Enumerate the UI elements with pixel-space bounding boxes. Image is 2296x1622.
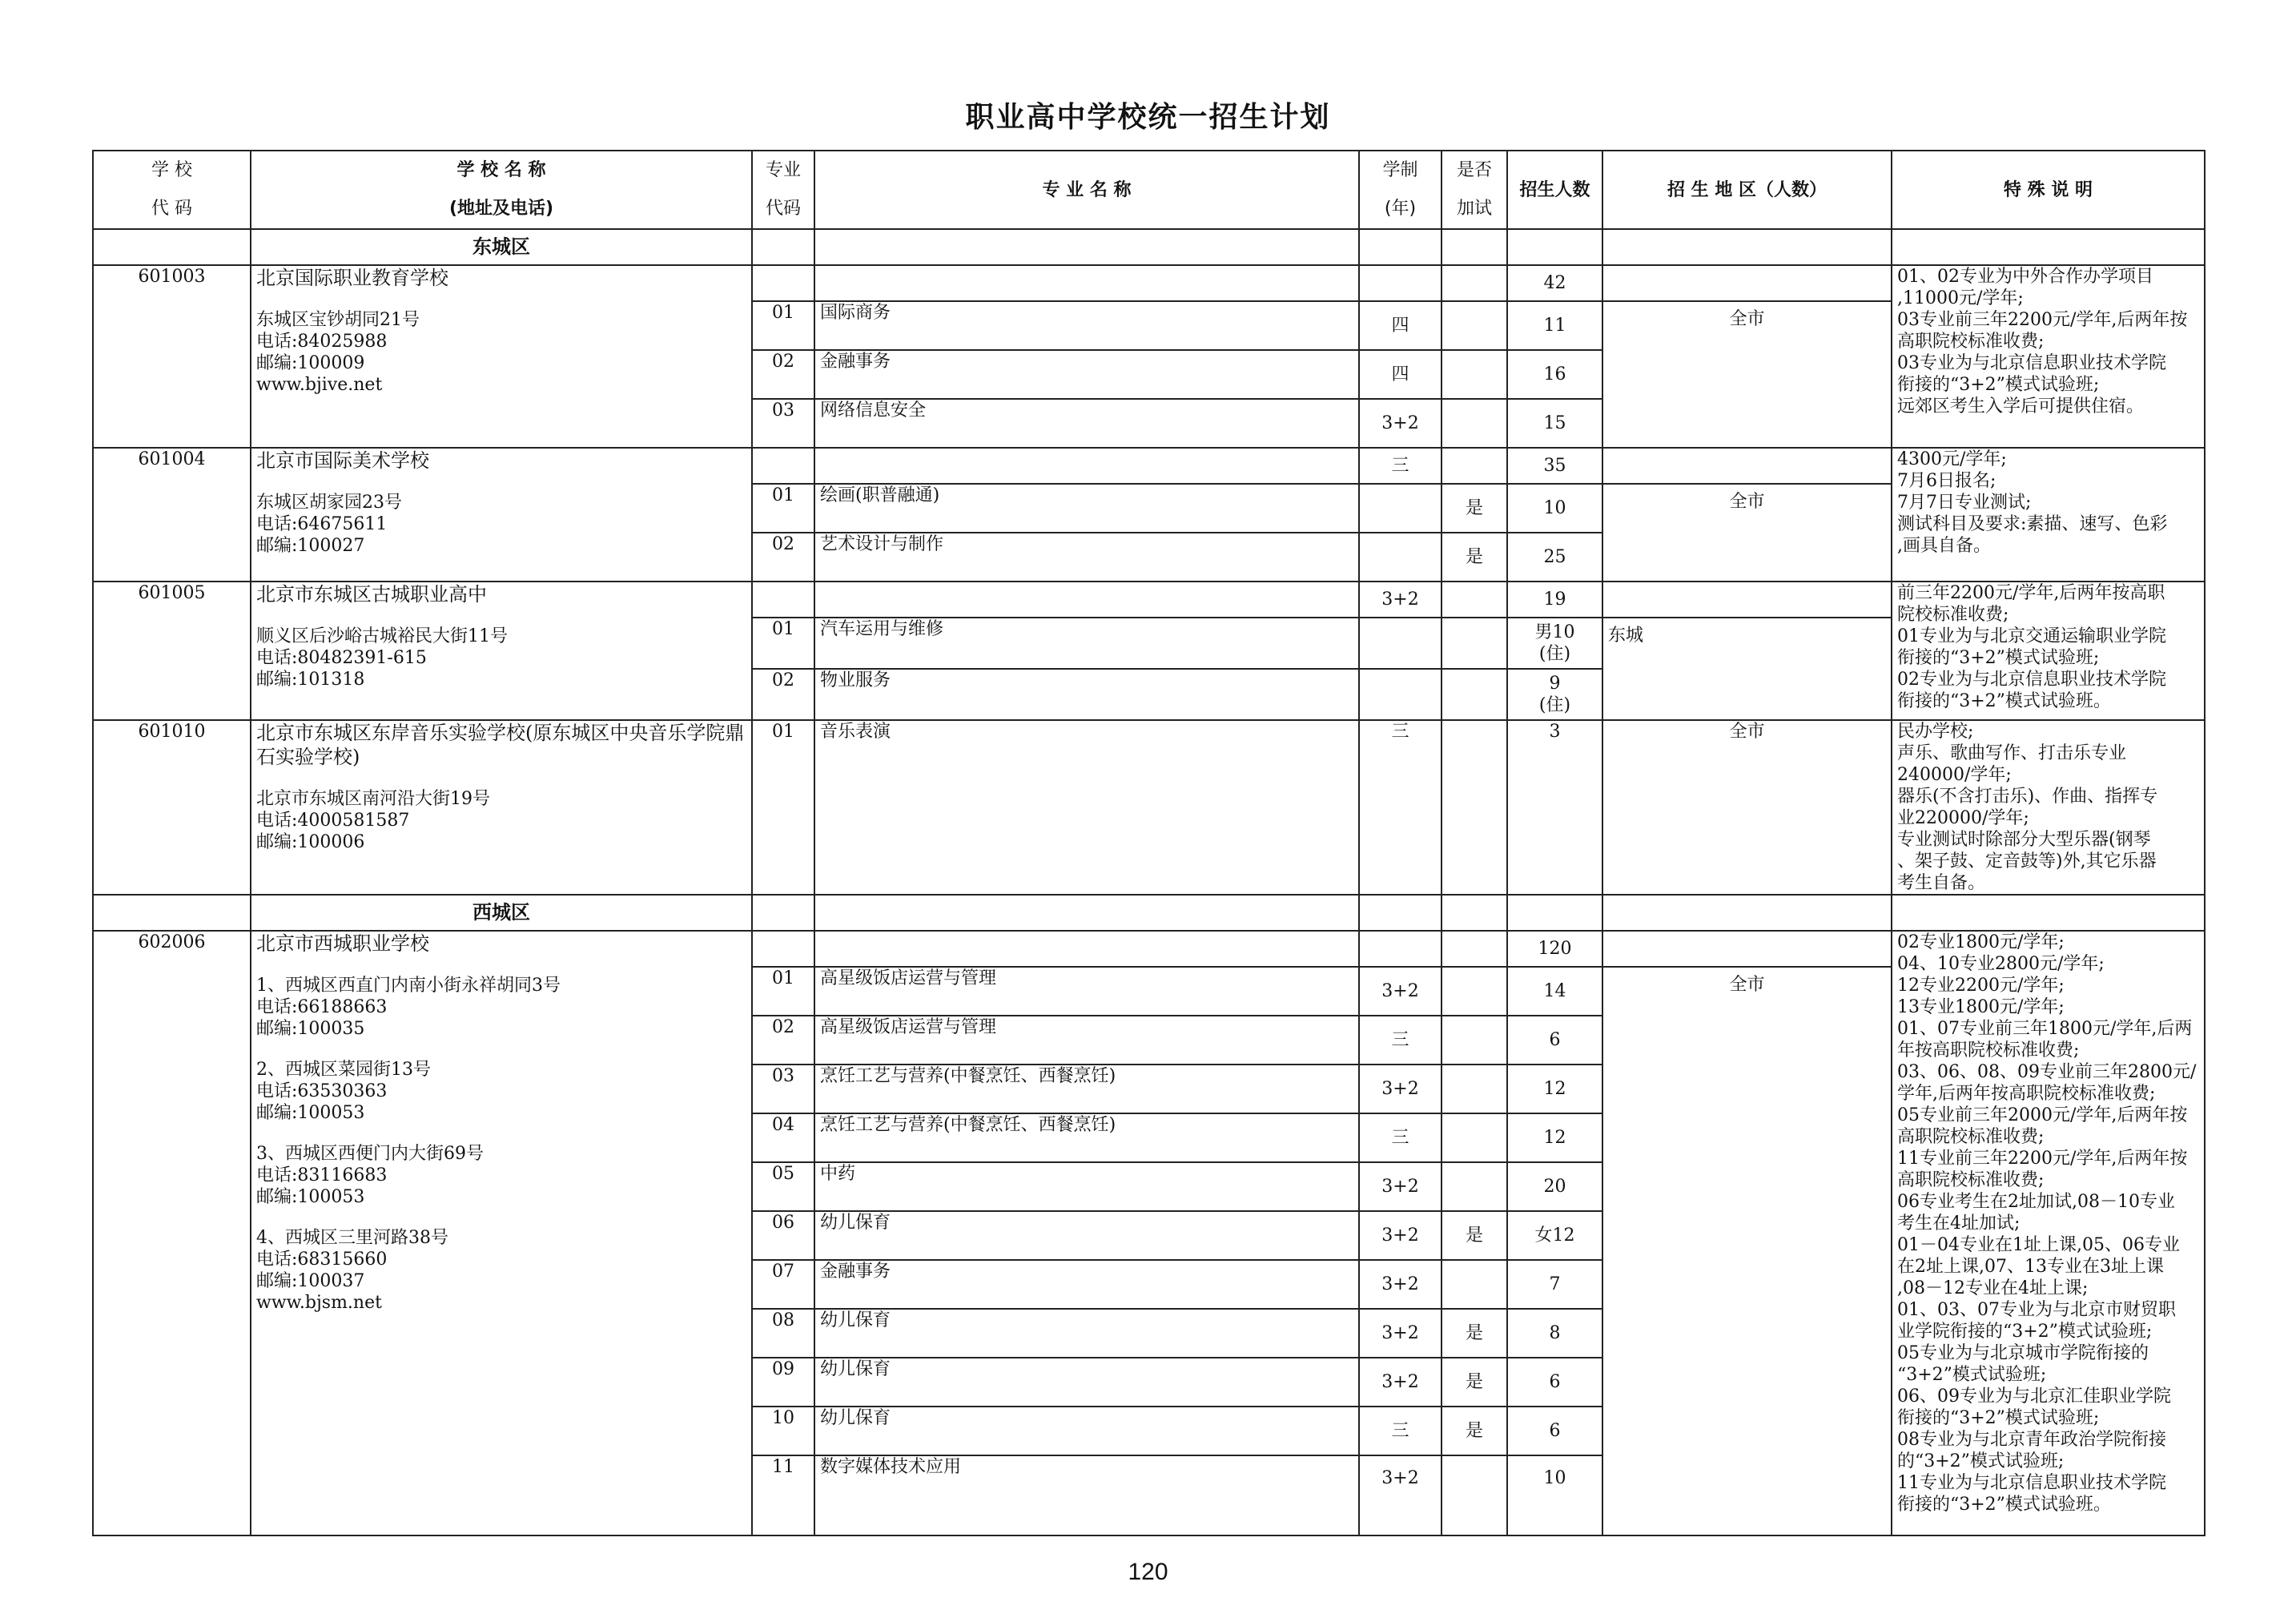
major-name: 艺术设计与制作	[814, 533, 1359, 582]
school-notes: 民办学校; 声乐、歌曲写作、打击乐专业 240000/学年; 器乐(不含打击乐)、作曲、指挥专 业220000/学年; 专业测试时除部分大型乐器(钢琴 、架子鼓、定音鼓等)外,其它乐器 考生自备。	[1892, 720, 2205, 895]
school-name: 北京国际职业教育学校	[256, 267, 448, 289]
major-years	[1359, 484, 1442, 533]
major-extra	[1442, 1016, 1507, 1065]
major-code: 02	[752, 350, 814, 399]
major-years: 3+2	[1359, 399, 1442, 448]
school-code: 601010	[93, 720, 251, 895]
school-code: 601003	[93, 265, 251, 448]
major-count: 6	[1507, 1358, 1602, 1407]
campus-3-postcode: 邮编:100053	[256, 1187, 365, 1207]
major-count: 12	[1507, 1065, 1602, 1113]
school-address: 东城区胡家园23号	[256, 493, 402, 513]
major-extra	[1442, 618, 1507, 669]
major-name: 中药	[814, 1162, 1359, 1211]
major-count: 10	[1507, 484, 1602, 533]
header-years: 学制 (年)	[1359, 151, 1442, 229]
campus-4-postcode: 邮编:100037	[256, 1271, 365, 1291]
major-count: 6	[1507, 1016, 1602, 1065]
major-code: 08	[752, 1309, 814, 1358]
header-major-code: 专业 代码	[752, 151, 814, 229]
school-notes: 01、02专业为中外合作办学项目 ,11000元/学年; 03专业前三年2200元/学年,后两年按 高职院校标准收费; 03专业为与北京信息职业技术学院 衔接的“3+2”模式试验班; 远郊区考生入学后可提供住宿。	[1892, 265, 2205, 448]
major-count: 9 (住)	[1507, 669, 1602, 720]
school-row	[93, 720, 2205, 895]
major-years	[1359, 618, 1442, 669]
major-years	[1359, 533, 1442, 582]
school-code: 601005	[93, 582, 251, 720]
major-code: 09	[752, 1358, 814, 1407]
school-info	[251, 582, 752, 720]
major-code: 06	[752, 1211, 814, 1260]
major-code: 02	[752, 669, 814, 720]
major-code: 02	[752, 1016, 814, 1065]
major-code: 03	[752, 399, 814, 448]
school-total: 120	[1507, 931, 1602, 967]
major-years: 三	[1359, 1016, 1442, 1065]
school-address: 顺义区后沙峪古城裕民大街11号	[256, 626, 508, 646]
school-postcode: 邮编:100027	[256, 536, 365, 556]
header-enrollment: 招生人数	[1507, 151, 1602, 229]
major-count: 7	[1507, 1260, 1602, 1309]
school-row	[93, 582, 2205, 618]
school-code: 602006	[93, 931, 251, 1535]
major-extra: 是	[1442, 1211, 1507, 1260]
school-total: 35	[1507, 448, 1602, 484]
school-website: www.bjsm.net	[256, 1293, 382, 1313]
school-name: 北京市东城区东岸音乐实验学校(原东城区中央音乐学院鼎石实验学校)	[256, 722, 745, 768]
school-row	[93, 931, 2205, 967]
major-extra	[1442, 1455, 1507, 1535]
district-name: 东城区	[251, 229, 752, 265]
major-name: 烹饪工艺与营养(中餐烹饪、西餐烹饪)	[814, 1065, 1359, 1113]
school-notes: 前三年2200元/学年,后两年按高职 院校标准收费; 01专业为与北京交通运输职业学院 衔接的“3+2”模式试验班; 02专业为与北京信息职业技术学院 衔接的“3+2”模式试验班。	[1892, 582, 2205, 720]
header-extra-test: 是否 加试	[1442, 151, 1507, 229]
school-years: 3+2	[1359, 582, 1442, 618]
major-code: 10	[752, 1407, 814, 1455]
major-count: 6	[1507, 1407, 1602, 1455]
major-count: 3	[1507, 720, 1602, 895]
major-years: 三	[1359, 720, 1442, 895]
school-address: 东城区宝钞胡同21号	[256, 310, 420, 330]
major-extra	[1442, 301, 1507, 350]
school-region: 全市	[1602, 301, 1892, 448]
school-region: 东城	[1602, 618, 1892, 720]
major-extra: 是	[1442, 533, 1507, 582]
major-code: 05	[752, 1162, 814, 1211]
header-region: 招 生 地 区（人数）	[1602, 151, 1892, 229]
major-years: 三	[1359, 1113, 1442, 1162]
campus-1-address: 1、西城区西直门内南小街永祥胡同3号	[256, 976, 561, 996]
major-count: 10	[1507, 1455, 1602, 1535]
school-phone: 电话:64675611	[256, 514, 388, 534]
school-phone: 电话:4000581587	[256, 811, 410, 831]
major-code: 01	[752, 618, 814, 669]
major-years	[1359, 669, 1442, 720]
major-name: 网络信息安全	[814, 399, 1359, 448]
page-number: 120	[1128, 1559, 1168, 1585]
major-years: 三	[1359, 1407, 1442, 1455]
school-postcode: 邮编:101318	[256, 670, 365, 690]
major-name: 金融事务	[814, 350, 1359, 399]
major-years: 四	[1359, 350, 1442, 399]
school-phone: 电话:80482391-615	[256, 648, 427, 668]
district-name: 西城区	[251, 895, 752, 931]
campus-2-postcode: 邮编:100053	[256, 1103, 365, 1123]
major-name: 国际商务	[814, 301, 1359, 350]
major-extra	[1442, 669, 1507, 720]
district-row-xicheng	[93, 895, 2205, 931]
school-name: 北京市西城职业学校	[256, 932, 429, 955]
major-name: 音乐表演	[814, 720, 1359, 895]
major-code: 03	[752, 1065, 814, 1113]
major-name: 金融事务	[814, 1260, 1359, 1309]
campus-2-phone: 电话:63530363	[256, 1081, 388, 1101]
major-extra	[1442, 1162, 1507, 1211]
major-extra: 是	[1442, 1309, 1507, 1358]
major-count: 16	[1507, 350, 1602, 399]
major-code: 11	[752, 1455, 814, 1535]
school-info	[251, 265, 752, 448]
major-years: 3+2	[1359, 1260, 1442, 1309]
school-total: 19	[1507, 582, 1602, 618]
school-notes: 02专业1800元/学年; 04、10专业2800元/学年; 12专业2200元/学年; 13专业1800元/学年; 01、07专业前三年1800元/学年,后两 年按高职院校标准收费; 03、06、08、09专业前三年2800元/ 学年,后两年按高职院校标准收费; 05专业前三年2000元/学年,后两年按 高职院校标准收费; 11专业前三年2200元/学年,后两年按 高职院校标准收费; 06专业考生在2址加试,08－10专业 考生在4址加试; 01－04专业在1址上课,05、06专业 在2址上课,07、13专业在3址上课 ,08－12专业在4址上课; 01、03、07专业为与北京市财贸职 业学院衔接的“3+2”模式试验班; 05专业为与北京城市学院衔接的 “3+2”模式试验班; 06、09专业为与北京汇佳职业学院 衔接的“3+2”模式试验班; 08专业为与北京青年政治学院衔接 的“3+2”模式试验班; 11专业为与北京信息职业技术学院 衔接的“3+2”模式试验班。	[1892, 931, 2205, 1535]
major-years: 四	[1359, 301, 1442, 350]
major-extra	[1442, 350, 1507, 399]
major-years: 3+2	[1359, 1065, 1442, 1113]
school-info	[251, 931, 752, 1535]
major-count: 20	[1507, 1162, 1602, 1211]
major-extra	[1442, 1113, 1507, 1162]
major-count: 8	[1507, 1309, 1602, 1358]
major-years: 3+2	[1359, 1358, 1442, 1407]
school-phone: 电话:84025988	[256, 332, 388, 352]
school-website: www.bjive.net	[256, 375, 383, 395]
school-row	[93, 265, 2205, 301]
major-code: 01	[752, 967, 814, 1016]
campus-1-phone: 电话:66188663	[256, 997, 388, 1017]
major-count: 11	[1507, 301, 1602, 350]
school-years: 三	[1359, 448, 1442, 484]
header-school-code: 学 校 代 码	[93, 151, 251, 229]
school-region: 全市	[1602, 967, 1892, 1535]
major-code: 01	[752, 301, 814, 350]
major-count: 15	[1507, 399, 1602, 448]
major-code: 04	[752, 1113, 814, 1162]
school-info	[251, 720, 752, 895]
school-info	[251, 448, 752, 582]
school-postcode: 邮编:100009	[256, 353, 365, 373]
major-extra: 是	[1442, 484, 1507, 533]
district-row-dongcheng	[93, 229, 2205, 265]
page-title: 职业高中学校统一招生计划	[965, 101, 1331, 134]
school-name: 北京市国际美术学校	[256, 449, 429, 472]
table-header-row	[93, 151, 2205, 229]
campus-3-phone: 电话:83116683	[256, 1165, 388, 1185]
major-extra	[1442, 399, 1507, 448]
major-count: 女12	[1507, 1211, 1602, 1260]
major-extra: 是	[1442, 1407, 1507, 1455]
major-name: 烹饪工艺与营养(中餐烹饪、西餐烹饪)	[814, 1113, 1359, 1162]
major-years: 3+2	[1359, 1211, 1442, 1260]
school-address: 北京市东城区南河沿大街19号	[256, 789, 490, 809]
major-extra	[1442, 967, 1507, 1016]
header-school-name: 学 校 名 称 (地址及电话)	[251, 151, 752, 229]
enrollment-plan-table	[92, 150, 2206, 1536]
major-extra	[1442, 1260, 1507, 1309]
school-region: 全市	[1602, 720, 1892, 895]
campus-1-postcode: 邮编:100035	[256, 1019, 365, 1039]
major-name: 高星级饭店运营与管理	[814, 1016, 1359, 1065]
major-extra	[1442, 1065, 1507, 1113]
major-name: 幼儿保育	[814, 1407, 1359, 1455]
major-name: 幼儿保育	[814, 1309, 1359, 1358]
school-region: 全市	[1602, 484, 1892, 582]
campus-2-address: 2、西城区菜园街13号	[256, 1060, 431, 1080]
major-name: 数字媒体技术应用	[814, 1455, 1359, 1535]
major-years: 3+2	[1359, 1455, 1442, 1535]
major-years: 3+2	[1359, 1162, 1442, 1211]
campus-4-address: 4、西城区三里河路38号	[256, 1228, 448, 1248]
major-name: 高星级饭店运营与管理	[814, 967, 1359, 1016]
major-count: 25	[1507, 533, 1602, 582]
school-total: 42	[1507, 265, 1602, 301]
major-code: 01	[752, 720, 814, 895]
campus-4-phone: 电话:68315660	[256, 1250, 388, 1270]
campus-3-address: 3、西城区西便门内大街69号	[256, 1144, 484, 1164]
major-code: 01	[752, 484, 814, 533]
major-name: 幼儿保育	[814, 1358, 1359, 1407]
school-notes: 4300元/学年; 7月6日报名; 7月7日专业测试; 测试科目及要求:素描、速写、色彩 ,画具自备。	[1892, 448, 2205, 582]
header-major-name: 专 业 名 称	[814, 151, 1359, 229]
major-extra: 是	[1442, 1358, 1507, 1407]
major-code: 02	[752, 533, 814, 582]
major-count: 12	[1507, 1113, 1602, 1162]
major-years: 3+2	[1359, 967, 1442, 1016]
school-code: 601004	[93, 448, 251, 582]
major-name: 绘画(职普融通)	[814, 484, 1359, 533]
school-name: 北京市东城区古城职业高中	[256, 583, 487, 606]
major-name: 汽车运用与维修	[814, 618, 1359, 669]
major-code: 07	[752, 1260, 814, 1309]
major-count: 14	[1507, 967, 1602, 1016]
school-postcode: 邮编:100006	[256, 832, 365, 852]
major-count: 男10 (住)	[1507, 618, 1602, 669]
header-notes: 特 殊 说 明	[1892, 151, 2205, 229]
major-extra	[1442, 720, 1507, 895]
school-row	[93, 448, 2205, 484]
major-name: 物业服务	[814, 669, 1359, 720]
major-name: 幼儿保育	[814, 1211, 1359, 1260]
major-years: 3+2	[1359, 1309, 1442, 1358]
